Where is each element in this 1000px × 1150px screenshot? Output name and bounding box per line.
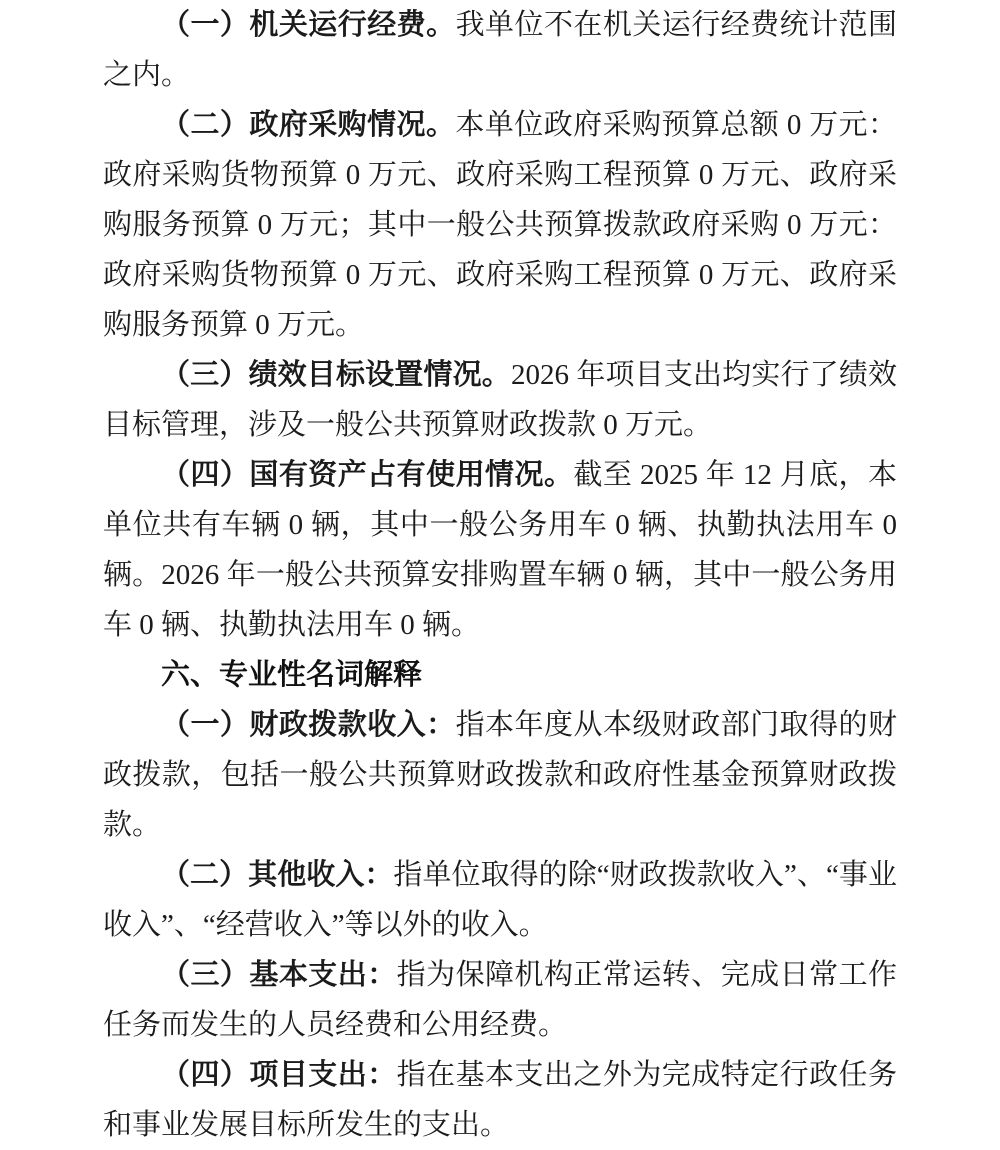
document-body	[103, 0, 897, 1150]
paragraph-lead: （四）项目支出：	[161, 1059, 397, 1091]
paragraph-lead: （三）绩效目标设置情况。	[161, 359, 511, 391]
paragraph: （二）其他收入：指单位取得的除“财政拨款收入”、“事业收入”、“经营收入”等以外的收入。	[103, 859, 897, 941]
paragraph-lead: （一）机关运行经费。	[161, 9, 456, 41]
paragraph-lead: （一）财政拨款收入：	[161, 709, 456, 741]
paragraph: （一）财政拨款收入：指本年度从本级财政部门取得的财政拨款，包括一般公共预算财政拨款和政府性基金预算财政拨款。	[103, 709, 897, 841]
paragraph: （二）政府采购情况。本单位政府采购预算总额 0 万元：政府采购货物预算 0 万元、政府采购工程预算 0 万元、政府采购服务预算 0 万元；其中一般公共预算拨款政府采购 0 万元：政府采购货物预算 0 万元、政府采购工程预算 0 万元、政府采购服务预算 0 万元。	[103, 109, 897, 341]
paragraph-lead: （二）政府采购情况。	[161, 109, 456, 141]
paragraph: （四）项目支出：指在基本支出之外为完成特定行政任务和事业发展目标所发生的支出。	[103, 1059, 897, 1141]
paragraph: （三）基本支出：指为保障机构正常运转、完成日常工作任务而发生的人员经费和公用经费。	[103, 959, 897, 1041]
paragraph: （三）绩效目标设置情况。2026 年项目支出均实行了绩效目标管理，涉及一般公共预算财政拨款 0 万元。	[103, 359, 897, 441]
paragraph-lead: （二）其他收入：	[161, 859, 394, 891]
section-heading: 六、专业性名词解释	[161, 659, 423, 691]
paragraph-lead: （四）国有资产占有使用情况。	[161, 459, 574, 491]
paragraph-lead: （三）基本支出：	[161, 959, 397, 991]
paragraph: （四）国有资产占有使用情况。截至 2025 年 12 月底，本单位共有车辆 0 辆，其中一般公务用车 0 辆、执勤执法用车 0 辆。2026 年一般公共预算安排购置车辆 0 辆，其中一般公务用车 0 辆、执勤执法用车 0 辆。	[103, 459, 897, 641]
paragraph: （一）机关运行经费。我单位不在机关运行经费统计范围之内。	[103, 9, 897, 91]
